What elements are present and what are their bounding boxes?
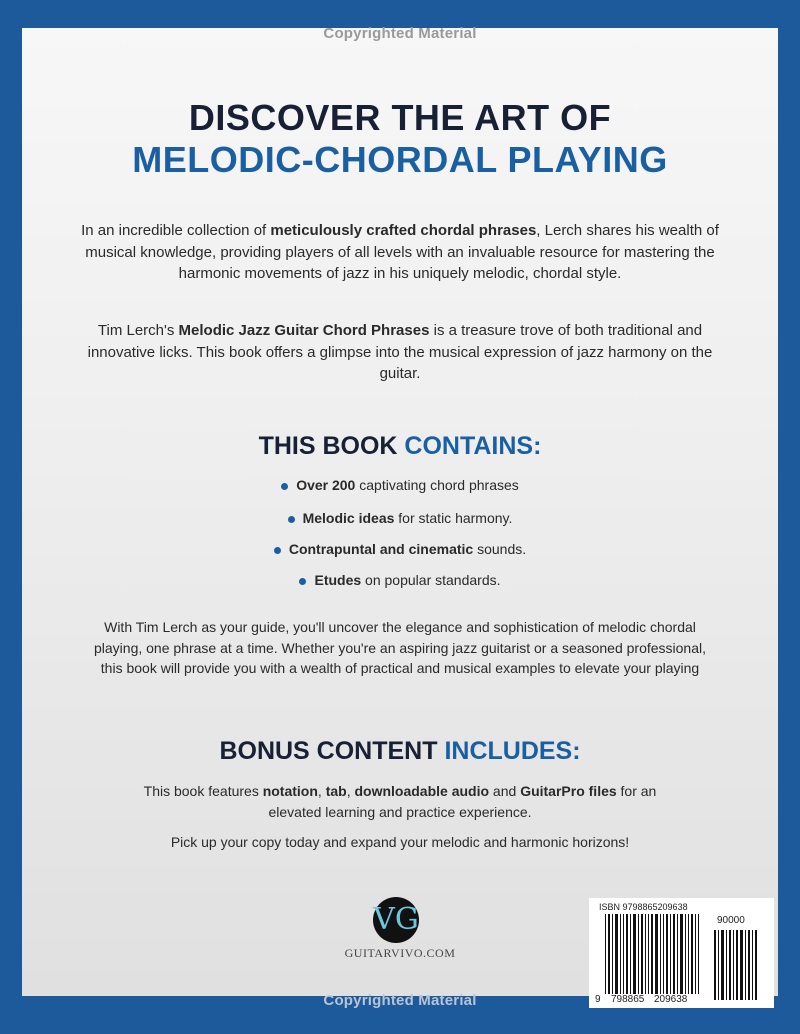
barcode-bar bbox=[680, 914, 683, 994]
bonus-paragraph-1: This book features notation, tab, downloadable audio and GuitarPro files for an elevated learning and practice experience. bbox=[143, 783, 657, 820]
barcode-bar bbox=[726, 930, 727, 1000]
barcode-bar bbox=[623, 914, 624, 994]
barcode-bar bbox=[698, 914, 699, 994]
logo-text: GUITARVIVO.COM bbox=[344, 946, 456, 960]
barcode-bar bbox=[626, 914, 628, 994]
bullet-icon bbox=[299, 578, 306, 585]
barcode-digits-left: 798865 bbox=[611, 994, 645, 1005]
watermark-bottom: Copyrighted Material bbox=[323, 992, 477, 1009]
list-item: Melodic ideas for static harmony. bbox=[0, 510, 800, 526]
barcode-bars bbox=[605, 914, 699, 994]
addon-bars bbox=[714, 930, 757, 1000]
barcode-digits-right: 209638 bbox=[654, 994, 688, 1005]
barcode-bar bbox=[729, 930, 731, 1000]
barcode-bar bbox=[630, 914, 631, 994]
headline-line1: DISCOVER THE ART OF bbox=[188, 97, 612, 138]
barcode-bar bbox=[615, 914, 618, 994]
barcode-bar bbox=[670, 914, 671, 994]
barcode-bar bbox=[651, 914, 653, 994]
price-code: 90000 bbox=[717, 915, 745, 926]
barcode-bar bbox=[755, 930, 757, 1000]
barcode-bar bbox=[721, 930, 724, 1000]
isbn-label: ISBN 9798865209638 bbox=[599, 902, 688, 912]
list-item: Contrapuntal and cinematic sounds. bbox=[0, 541, 800, 557]
contains-heading: THIS BOOK CONTAINS: bbox=[258, 432, 542, 460]
barcode-bar bbox=[655, 914, 658, 994]
barcode-bar bbox=[688, 914, 689, 994]
intro-paragraph-2: Tim Lerch's Melodic Jazz Guitar Chord Phrases is a treasure trove of both traditional and innovative licks. This book offers a glimpse into the musical expression of jazz harmony on the guitar. bbox=[87, 322, 713, 382]
guitarvivo-logo: VG bbox=[373, 897, 419, 943]
barcode-bar bbox=[641, 914, 643, 994]
barcode-bar bbox=[695, 914, 696, 994]
barcode-bar bbox=[748, 930, 750, 1000]
barcode-bar bbox=[718, 930, 719, 1000]
barcode-bar bbox=[691, 914, 693, 994]
intro-paragraph-1: In an incredible collection of meticulously crafted chordal phrases, Lerch shares his wealth of musical knowledge, providing players of all levels with an invaluable resource for mastering the harmonic movements of jazz in his uniquely melodic, chordal style. bbox=[81, 222, 719, 282]
barcode-bar bbox=[605, 914, 606, 994]
barcode-bar bbox=[752, 930, 753, 1000]
barcode-bar bbox=[714, 930, 716, 1000]
list-item: Etudes on popular standards. bbox=[0, 572, 800, 588]
barcode-bar bbox=[673, 914, 675, 994]
barcode-bar bbox=[663, 914, 664, 994]
bonus-heading: BONUS CONTENT INCLUDES: bbox=[219, 737, 581, 765]
bullet-icon bbox=[281, 483, 288, 490]
barcode-bar bbox=[733, 930, 734, 1000]
list-item: Over 200 captivating chord phrases bbox=[0, 477, 800, 493]
barcode-bar bbox=[608, 914, 610, 994]
barcode-bar bbox=[645, 914, 646, 994]
barcode-bar bbox=[745, 930, 746, 1000]
barcode-bar bbox=[620, 914, 621, 994]
guide-paragraph: With Tim Lerch as your guide, you'll uncover the elegance and sophistication of melodic chordal playing, one phrase at a time. Whether you're an aspiring jazz guitarist or a seasoned professional, this book will provide you with a wealth of practical and musical examples to elevate your playing bbox=[93, 619, 706, 676]
barcode-bar bbox=[666, 914, 668, 994]
barcode-bar bbox=[648, 914, 649, 994]
bullet-icon bbox=[288, 516, 295, 523]
barcode-bar bbox=[633, 914, 636, 994]
bonus-paragraph-2: Pick up your copy today and expand your melodic and harmonic horizons! bbox=[170, 834, 630, 850]
watermark-top: Copyrighted Material bbox=[323, 25, 477, 42]
barcode-bar bbox=[677, 914, 678, 994]
barcode-bar bbox=[736, 930, 738, 1000]
barcode-bar bbox=[612, 914, 613, 994]
barcode-bar bbox=[740, 930, 743, 1000]
barcode-bar bbox=[660, 914, 661, 994]
bullet-icon bbox=[274, 547, 281, 554]
barcode-bar bbox=[638, 914, 639, 994]
barcode-digit-prefix: 9 bbox=[595, 994, 601, 1005]
barcode-bar bbox=[685, 914, 686, 994]
headline-line2: MELODIC-CHORDAL PLAYING bbox=[132, 139, 668, 180]
